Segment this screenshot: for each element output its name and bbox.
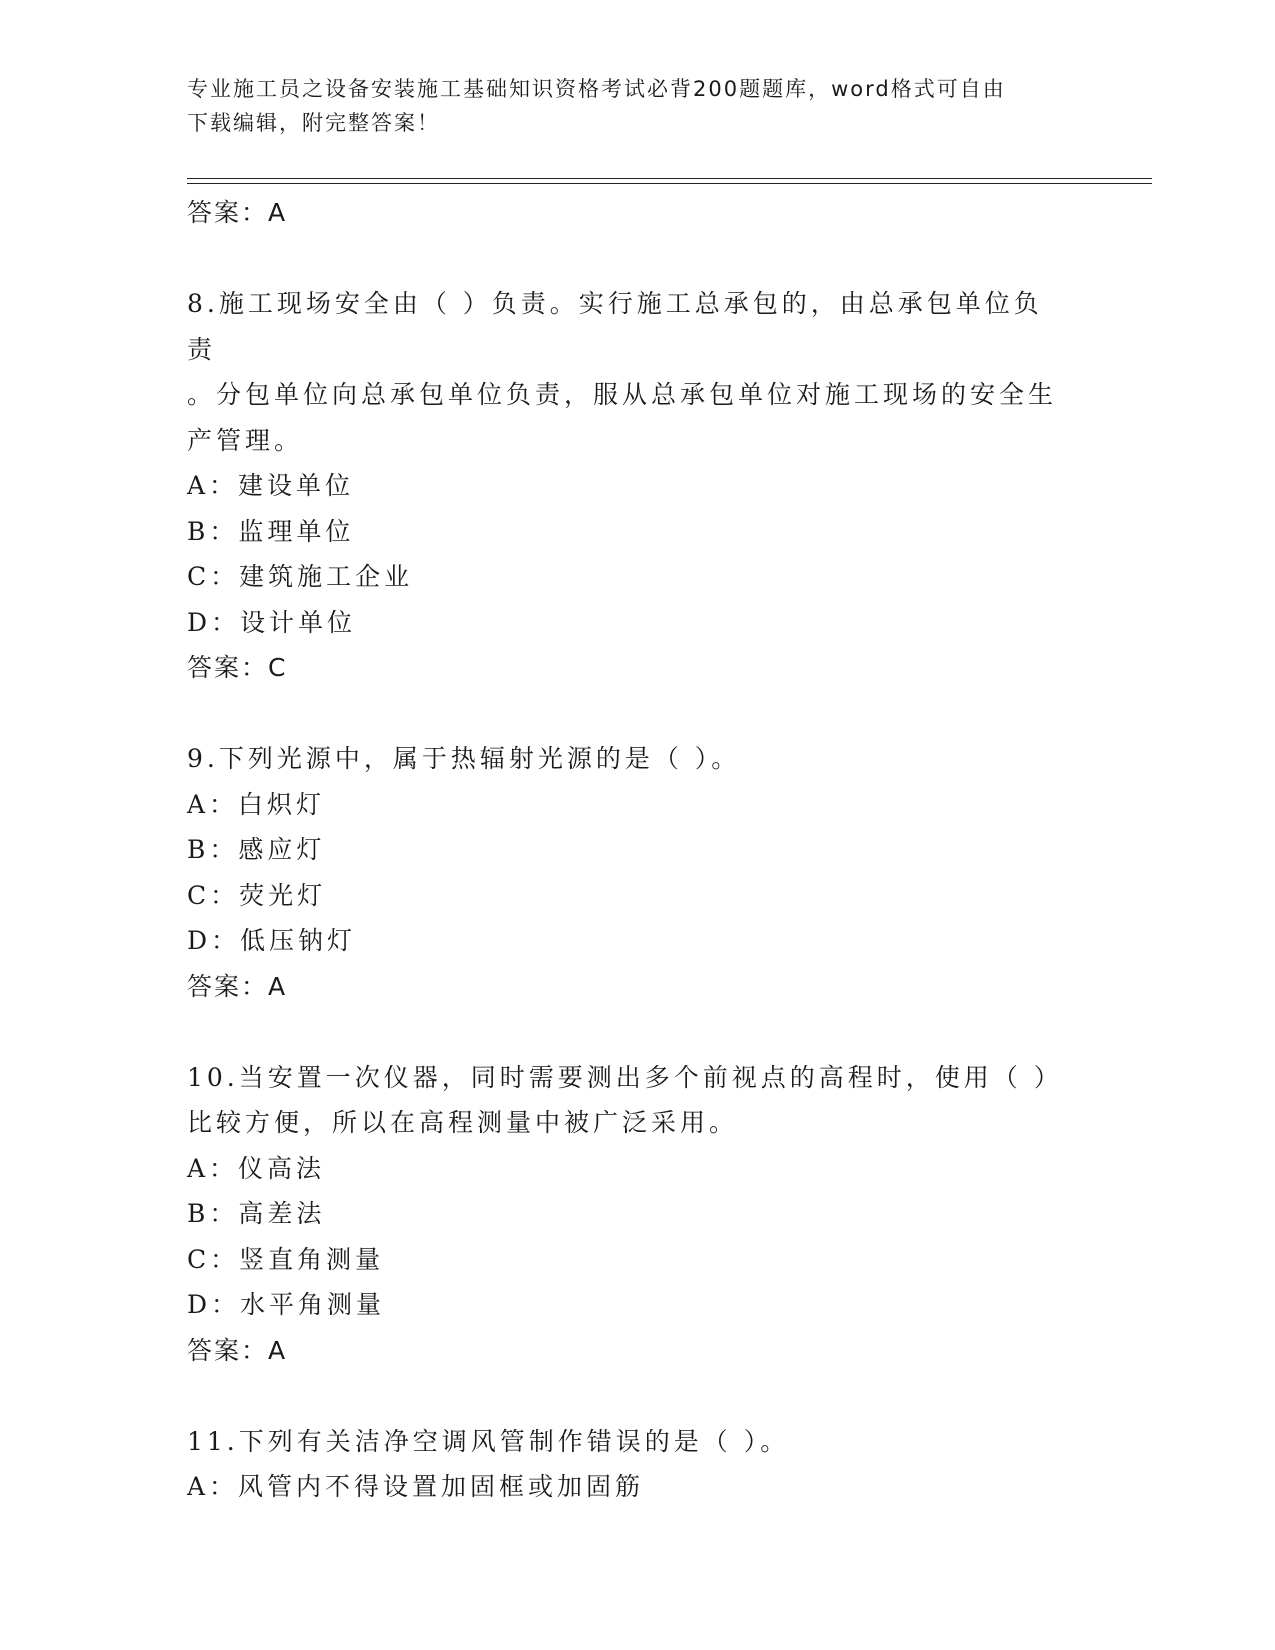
question-11-line-1: 11.下列有关洁净空调风管制作错误的是（ ）。 (187, 1426, 790, 1456)
question-9-answer: 答案：A (187, 971, 288, 1001)
question-8-option-b: B：监理单位 (187, 516, 355, 546)
header-divider-top (187, 178, 1152, 179)
header-line-2: 下载编辑，附完整答案！ (187, 111, 440, 135)
question-list (187, 190, 1067, 1510)
question-9-option-b: B：感应灯 (187, 835, 326, 864)
question-10-option-a: A：仪高法 (187, 1153, 326, 1183)
question-9 (187, 736, 1067, 1009)
previous-answer: 答案：A (187, 198, 288, 227)
question-8-line-2: 。分包单位向总承包单位负责，服从总承包单位对施工现场的安全生 (187, 380, 1058, 409)
document-header (187, 72, 1067, 140)
question-8-line-3: 产管理。 (187, 425, 304, 455)
question-10 (187, 1055, 1067, 1374)
question-11 (187, 1419, 1067, 1510)
question-11-option-a: A：风管内不得设置加固框或加固筋 (187, 1472, 645, 1501)
question-9-line-1: 9.下列光源中，属于热辐射光源的是（ ）。 (187, 744, 741, 773)
question-8-line-1: 8.施工现场安全由（ ）负责。实行施工总承包的，由总承包单位负责 (187, 289, 1043, 364)
question-8-answer: 答案：C (187, 653, 288, 682)
question-10-option-c: C：竖直角测量 (187, 1244, 385, 1274)
question-10-option-b: B：高差法 (187, 1199, 326, 1228)
question-8-option-a: A：建设单位 (187, 471, 355, 500)
question-9-option-a: A：白炽灯 (187, 789, 326, 819)
question-8 (187, 281, 1067, 691)
question-10-option-d: D：水平角测量 (187, 1290, 386, 1319)
header-line-1: 专业施工员之设备安装施工基础知识资格考试必背200题题库，word格式可自由 (187, 77, 1006, 101)
question-10-line-2: 比较方便，所以在高程测量中被广泛采用。 (187, 1108, 739, 1137)
question-10-line-1: 10.当安置一次仪器，同时需要测出多个前视点的高程时，使用（ ） (187, 1062, 1063, 1092)
question-9-option-d: D：低压钠灯 (187, 926, 357, 955)
header-divider-bottom (187, 183, 1152, 184)
question-9-option-c: C：荧光灯 (187, 880, 327, 910)
question-10-answer: 答案：A (187, 1335, 288, 1365)
question-8-option-d: D：设计单位 (187, 607, 357, 637)
question-8-option-c: C：建筑施工企业 (187, 562, 414, 591)
